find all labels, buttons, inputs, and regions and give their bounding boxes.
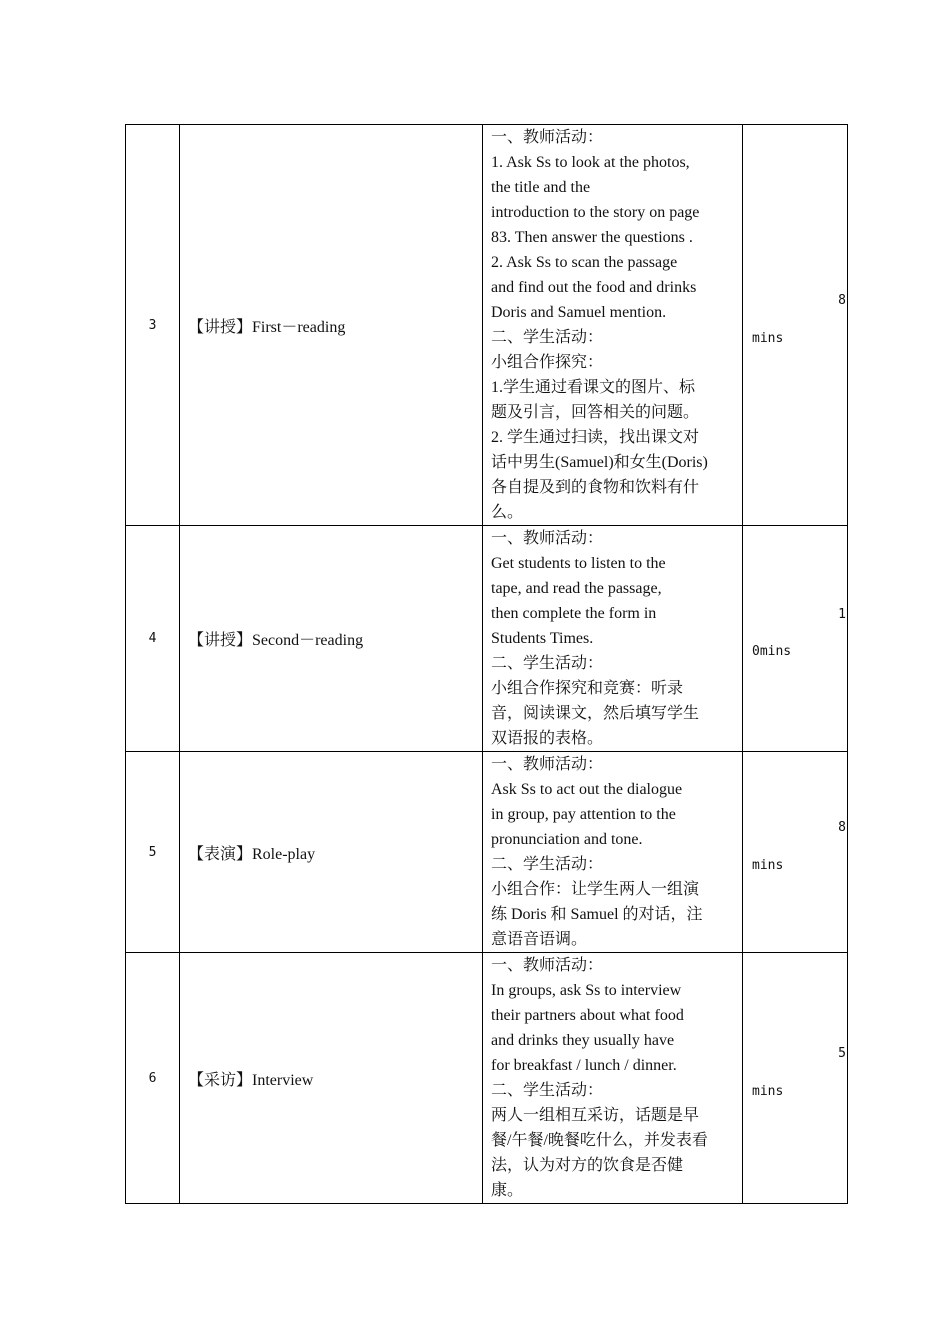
stage-title: 【讲授】Second－reading [180,526,483,752]
time-digit: 8 [838,293,846,308]
activity-line: 一、教师活动： [491,957,604,974]
step-number: 5 [126,752,180,953]
time-cell [743,752,848,953]
activity-line: 一、教师活动： [491,756,604,773]
activity-line: Ask Ss to act out the dialogue [491,781,683,798]
stage-title: 【采访】Interview [180,953,483,1204]
activities-cell [483,752,743,953]
step-number: 4 [126,526,180,752]
time-unit: mins [752,331,784,346]
activity-line: 康。 [491,1182,524,1199]
activity-line: 小组合作：让学生两人一组演 [491,881,700,898]
table-row [126,953,848,1204]
activity-line: introduction to the story on page [491,204,700,221]
activity-line: and find out the food and drinks [491,279,697,296]
table-row [126,125,848,526]
table-row [126,752,848,953]
activity-line: 餐/午餐/晚餐吃什么，并发表看 [491,1132,708,1149]
activity-line: Doris and Samuel mention. [491,304,667,321]
time-unit: mins [752,1084,784,1099]
activity-line: 1. Ask Ss to look at the photos, [491,154,690,171]
time-cell [743,125,848,526]
activity-line: their partners about what food [491,1007,684,1024]
activity-line: 2. 学生通过扫读，找出课文对 [491,429,700,446]
time-digit: 1 [838,607,846,622]
activity-line: tape, and read the passage, [491,580,662,597]
activity-line: then complete the form in [491,605,657,622]
activity-line: in group, pay attention to the [491,806,676,823]
activity-line: Get students to listen to the [491,555,666,572]
time-cell [743,953,848,1204]
activity-line: 1.学生通过看课文的图片、标 [491,379,696,396]
activity-line: 二、学生活动： [491,655,604,672]
activity-line: Students Times. [491,630,594,647]
activity-line: 二、学生活动： [491,856,604,873]
activities-cell [483,125,743,526]
activity-line: 小组合作探究： [491,354,604,371]
step-number: 3 [126,125,180,526]
time-digit: 8 [838,820,846,835]
activity-line: 题及引言，回答相关的问题。 [491,404,700,421]
activity-line: 一、教师活动： [491,129,604,146]
time-digit: 5 [838,1046,846,1061]
activity-line: In groups, ask Ss to interview [491,982,682,999]
time-cell [743,526,848,752]
activity-line: 话中男生(Samuel)和女生(Doris) [491,454,708,471]
activity-line: 各自提及到的食物和饮料有什 [491,479,700,496]
time-unit: 0mins [752,644,792,659]
activity-line: 音，阅读课文，然后填写学生 [491,705,700,722]
activity-line: the title and the [491,179,591,196]
activity-line: pronunciation and tone. [491,831,643,848]
activity-line: 意语音语调。 [491,931,588,948]
activity-line: 二、学生活动： [491,1082,604,1099]
activity-line: 2. Ask Ss to scan the passage [491,254,678,271]
activities-cell [483,953,743,1204]
lesson-plan-table [125,124,848,1204]
stage-title: 【讲授】First－reading [180,125,483,526]
activity-line: 两人一组相互采访，话题是早 [491,1107,700,1124]
activity-line: 小组合作探究和竞赛：听录 [491,680,684,697]
activity-line: 法，认为对方的饮食是否健 [491,1157,684,1174]
activity-line: 练 Doris 和 Samuel 的对话，注 [491,906,703,923]
activity-line: and drinks they usually have [491,1032,675,1049]
activity-line: 么。 [491,504,524,521]
activity-line: 二、学生活动： [491,329,604,346]
activity-line: 双语报的表格。 [491,730,604,747]
time-unit: mins [752,858,784,873]
activity-line: for breakfast / lunch / dinner. [491,1057,677,1074]
table-row [126,526,848,752]
activities-cell [483,526,743,752]
activity-line: 83. Then answer the questions . [491,229,693,246]
step-number: 6 [126,953,180,1204]
stage-title: 【表演】Role-play [180,752,483,953]
activity-line: 一、教师活动： [491,530,604,547]
